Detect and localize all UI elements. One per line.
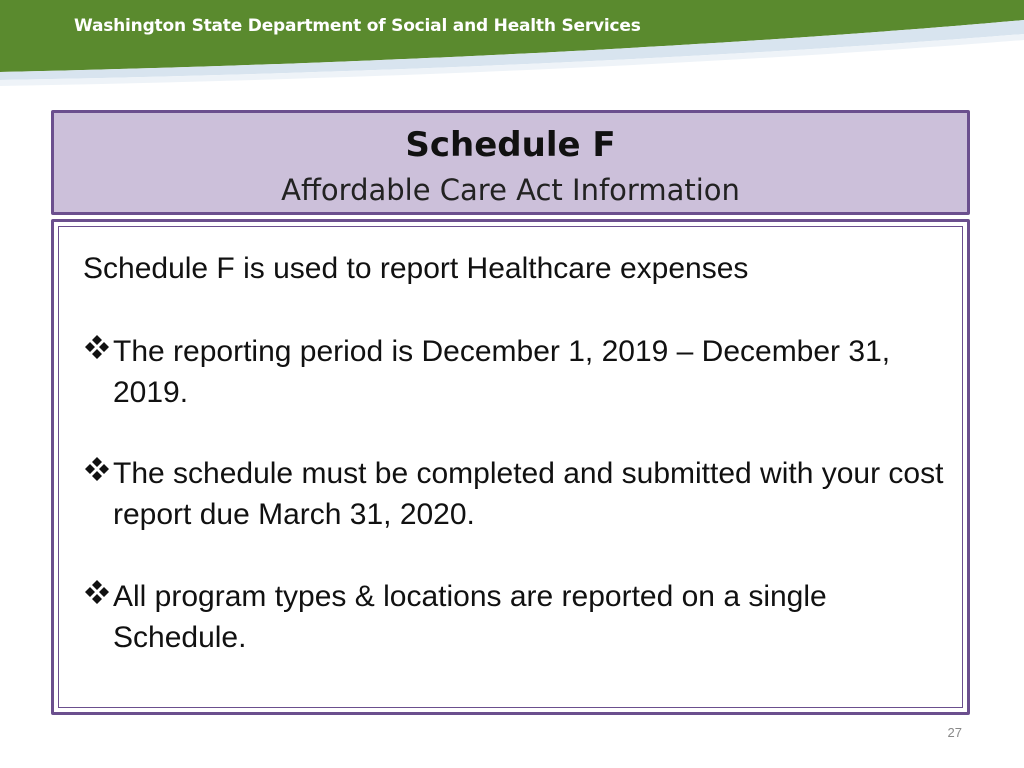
- content-inner-frame: [58, 226, 963, 708]
- intro-text: Schedule F is used to report Healthcare expenses: [83, 252, 749, 285]
- diamond-bullet-icon: [83, 333, 111, 361]
- slide-subtitle: Affordable Care Act Information: [281, 173, 740, 207]
- slide-title: Schedule F: [405, 125, 616, 165]
- bullet-item: [113, 453, 953, 535]
- bullet-item: [113, 576, 953, 658]
- diamond-bullet-icon: [83, 455, 111, 483]
- bullet-text: The reporting period is December 1, 2019 – December 31, 2019.: [113, 335, 891, 409]
- bullet-item: [113, 331, 953, 413]
- header-band: [0, 0, 1024, 90]
- page-number: 27: [947, 725, 962, 740]
- slide-title-box: [51, 110, 970, 215]
- content-box: [51, 219, 970, 715]
- diamond-bullet-icon: [83, 578, 111, 606]
- bullet-text: All program types & locations are reported on a single Schedule.: [113, 580, 827, 654]
- organization-name: Washington State Department of Social and Health Services: [74, 16, 641, 36]
- header-swoosh: [0, 0, 1024, 90]
- bullet-text: The schedule must be completed and submitted with your cost report due March 31, 2020.: [113, 457, 944, 531]
